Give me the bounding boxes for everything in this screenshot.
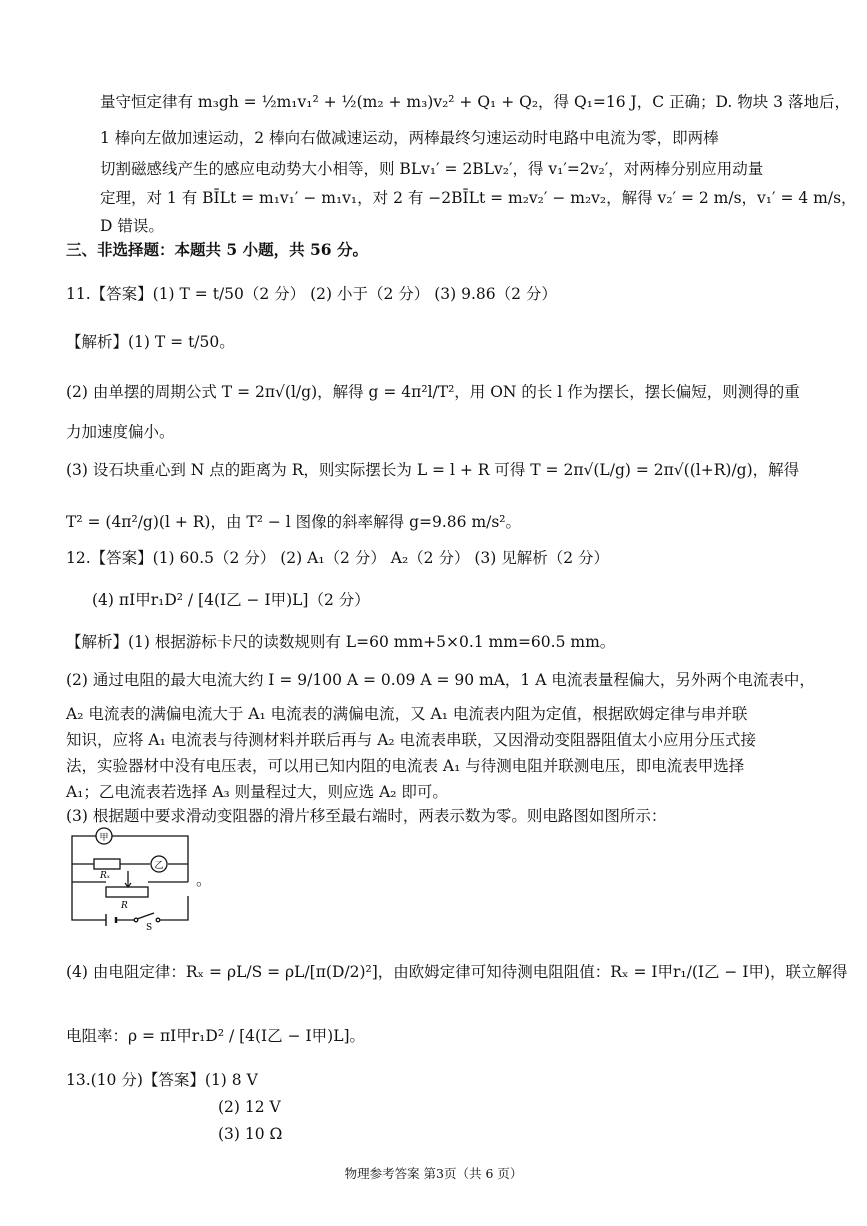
section-heading: 三、非选择题：本题共 5 小题，共 56 分。 <box>66 240 368 259</box>
text-line: (4) 由电阻定律：Rₓ = ρL/S = ρL/[π(D/2)²]，由欧姆定律可知待测电阻阻值：Rₓ = I甲r₁/(I乙 − I甲)，联立解得 <box>66 963 848 981</box>
analysis-12-1: 【解析】(1) 根据游标卡尺的读数规则有 L=60 mm+5×0.1 mm=60.5 mm。 <box>66 633 616 651</box>
page-footer: 物理参考答案 第3页（共 6 页） <box>344 1166 523 1181</box>
text-line: 力加速度偏小。 <box>66 423 175 441</box>
text-line: (3) 根据题中要求滑动变阻器的滑片移至最右端时，两表示数为零。则电路图如图所示： <box>66 807 667 825</box>
s-label: S <box>146 923 153 930</box>
text-line: 1 棒向左做加速运动，2 棒向右做减速运动，两棒最终匀速运动时电路中电流为零，即两棒 <box>100 129 719 147</box>
rheostat-icon <box>106 887 148 897</box>
answer-12-4: (4) πI甲r₁D² / [4(I乙 − I甲)L]（2 分） <box>92 591 370 609</box>
analysis-11-1: 【解析】(1) T = t/50。 <box>66 333 235 351</box>
slider-arrow-icon <box>125 882 131 887</box>
text-line: 定理，对 1 有 BĪLt = m₁v₁′ − m₁v₁，对 2 有 −2BĪLt = m₂v₂′ − m₂v₂，解得 v₂′ = 2 m/s，v₁′ = 4 m/s， <box>100 189 857 207</box>
rx-label: Rₓ <box>100 871 110 881</box>
text-line: T² = (4π²/g)(l + R)，由 T² − l 图像的斜率解得 g=9.86 m/s²。 <box>66 513 522 531</box>
text-line: (2) 由单摆的周期公式 T = 2π√(l/g)，解得 g = 4π²l/T²，用 ON 的长 l 作为摆长，摆长偏短，则测得的重 <box>66 383 800 401</box>
r-label: R <box>121 901 128 911</box>
answer-13-3: (3) 10 Ω <box>218 1125 283 1143</box>
answer-12: 12.【答案】(1) 60.5（2 分） (2) A₁（2 分） A₂（2 分） (3) 见解析（2 分） <box>66 549 610 567</box>
answer-13: 13.(10 分)【答案】(1) 8 V <box>66 1071 258 1089</box>
text-line: 量守恒定律有 m₃gh = ½m₁v₁² + ½(m₂ + m₃)v₂² + Q₁ + Q₂，得 Q₁=16 J，C 正确；D. 物块 3 落地后， <box>100 93 850 111</box>
switch-icon <box>134 913 160 922</box>
text-line: A₁；乙电流表若选择 A₃ 则量程过大，则应选 A₂ 即可。 <box>66 783 448 801</box>
battery-icon <box>106 914 116 926</box>
circuit-period: 。 <box>196 871 212 889</box>
text-line: (2) 通过电阻的最大电流大约 I = 9/100 A = 0.09 A = 90 mA，1 A 电流表量程偏大，另外两个电流表中， <box>66 671 815 689</box>
circuit-diagram <box>66 824 216 930</box>
text-line: A₂ 电流表的满偏电流大于 A₁ 电流表的满偏电流，又 A₁ 电流表内阻为定值，根据欧姆定律与串并联 <box>66 705 748 723</box>
meter-jia-label: 甲 <box>99 833 109 843</box>
resistor-rx-icon <box>94 859 120 869</box>
text-line: 知识，应将 A₁ 电流表与待测材料并联后再与 A₂ 电流表串联，又因滑动变阻器阻值太小应用分压式接 <box>66 731 757 749</box>
text-line: 电阻率：ρ = πI甲r₁D² / [4(I乙 − I甲)L]。 <box>66 1027 366 1045</box>
text-line: D 错误。 <box>100 217 164 235</box>
answer-11: 11.【答案】(1) T = t/50（2 分） (2) 小于（2 分） (3) 9.86（2 分） <box>66 285 557 303</box>
text-line: 法，实验器材中没有电压表，可以用已知内阻的电流表 A₁ 与待测电阻并联测电压，即电流表甲选择 <box>66 757 745 775</box>
text-line: (3) 设石块重心到 N 点的距离为 R，则实际摆长为 L = l + R 可得 T = 2π√(L/g) = 2π√((l+R)/g)，解得 <box>66 461 800 479</box>
answer-13-2: (2) 12 V <box>218 1098 281 1116</box>
text-line: 切割磁感线产生的感应电动势大小相等，则 BLv₁′ = 2BLv₂′，得 v₁′=2v₂′，对两棒分别应用动量 <box>100 160 764 178</box>
meter-yi-label: 乙 <box>154 861 164 871</box>
